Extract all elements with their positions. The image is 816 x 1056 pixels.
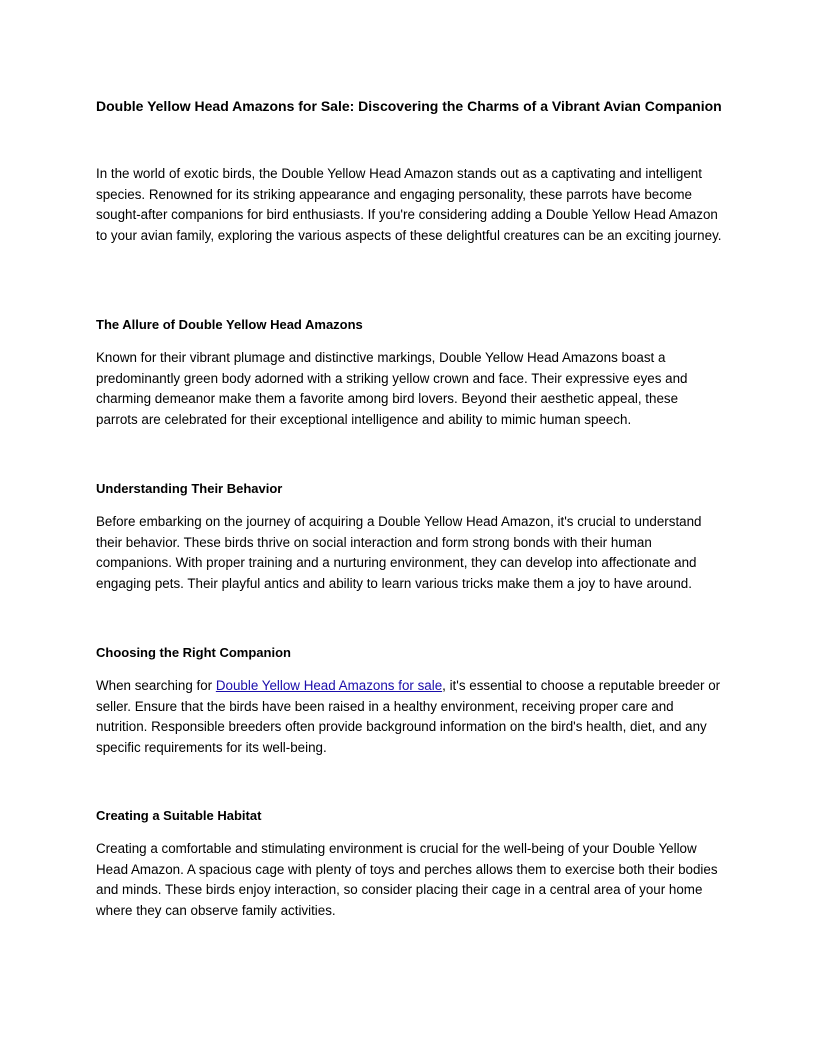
section-heading-choosing: Choosing the Right Companion [96, 645, 291, 660]
section-heading-allure: The Allure of Double Yellow Head Amazons [96, 317, 363, 332]
section-body-choosing [96, 676, 722, 758]
breeder-link[interactable]: Double Yellow Head Amazons for sale [215, 678, 443, 693]
choosing-text-after-link: , it's essential to choose a reputable breeder or seller. Ensure that the birds have been raised in a healthy environment, receiving proper care and nutrition. Responsible breeders often provide background information on the bird's health, diet, and any specific requirements for its well-being. [96, 678, 721, 755]
document-title: Double Yellow Head Amazons for Sale: Discovering the Charms of a Vibrant Avian Companion [96, 98, 722, 114]
section-body-behavior: Before embarking on the journey of acquiring a Double Yellow Head Amazon, it's crucial to understand their behavior. These birds thrive on social interaction and form strong bonds with their human companions. With proper training and a nurturing environment, they can develop into affectionate and engaging pets. Their playful antics and ability to learn various tricks make them a joy to have around. [96, 514, 702, 591]
section-body-allure: Known for their vibrant plumage and distinctive markings, Double Yellow Head Amazons boast a predominantly green body adorned with a striking yellow crown and face. Their expressive eyes and charming demeanor make them a favorite among bird lovers. Beyond their aesthetic appeal, these parrots are celebrated for their exceptional intelligence and ability to mimic human speech. [96, 350, 688, 427]
section-heading-behavior: Understanding Their Behavior [96, 481, 283, 496]
section-body-habitat: Creating a comfortable and stimulating environment is crucial for the well-being of your Double Yellow Head Amazon. A spacious cage with plenty of toys and perches allows them to exercise both their bodies and minds. These birds enjoy interaction, so consider placing their cage in a central area of your home where they can observe family activities. [96, 841, 718, 918]
section-heading-habitat: Creating a Suitable Habitat [96, 808, 262, 823]
intro-paragraph: In the world of exotic birds, the Double Yellow Head Amazon stands out as a captivating and intelligent species. Renowned for its striking appearance and engaging personality, these parrots have become sought-after companions for bird enthusiasts. If you're considering adding a Double Yellow Head Amazon to your avian family, exploring the various aspects of these delightful creatures can be an exciting journey. [96, 166, 722, 243]
choosing-text-before-link: When searching for [96, 678, 216, 693]
